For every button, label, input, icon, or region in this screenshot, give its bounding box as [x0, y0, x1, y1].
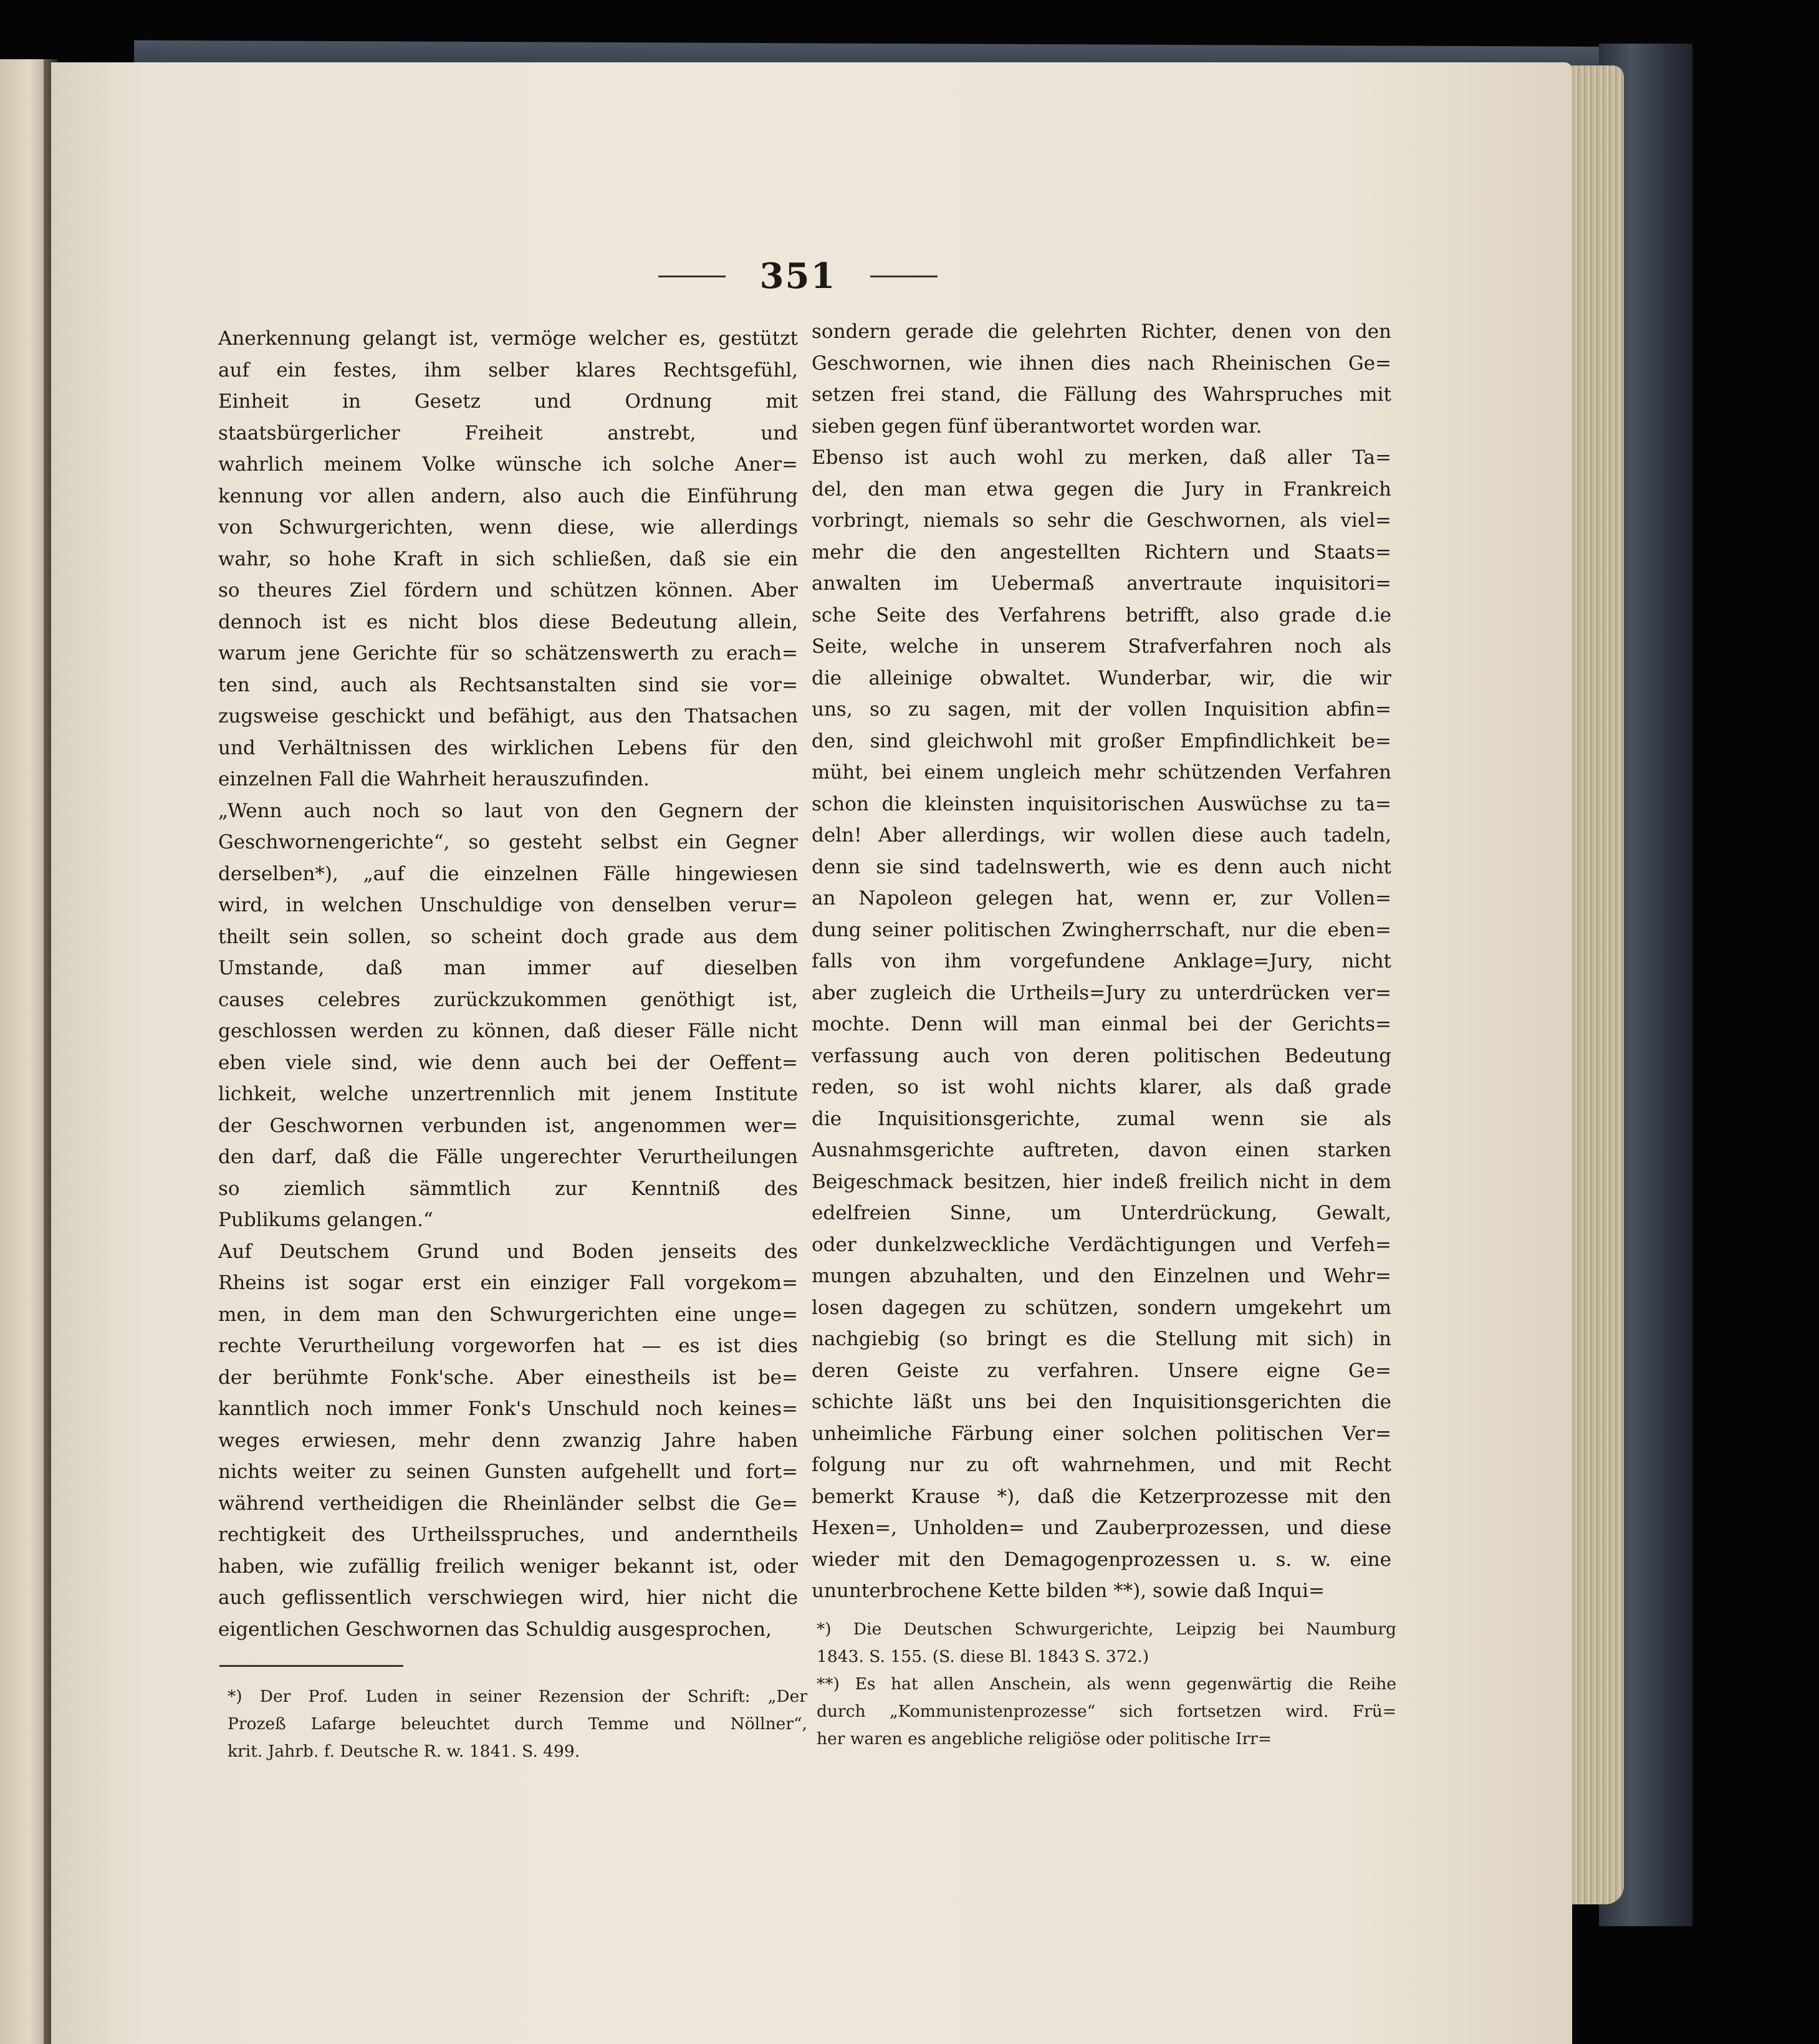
text-line: lichkeit, welche unzertrennlich mit jenem Institute	[218, 1083, 798, 1105]
text-line: unheimliche Färbung einer solchen politischen Ver=	[812, 1422, 1391, 1445]
text-line: müht, bei einem ungleich mehr schützenden Verfahren	[812, 761, 1391, 784]
text-line: nichts weiter zu seinen Gunsten aufgehellt und fort=	[218, 1461, 798, 1483]
text-line: auf ein festes, ihm selber klares Rechtsgefühl,	[218, 358, 798, 381]
text-line: Umstande, daß man immer auf dieselben	[218, 957, 798, 979]
text-line: anwalten im Uebermaß anvertraute inquisitori=	[812, 572, 1391, 595]
text-line: Ebenso ist auch wohl zu merken, daß aller Ta=	[812, 446, 1391, 469]
text-line: und Verhältnissen des wirklichen Lebens für den	[218, 736, 798, 759]
right-footnotes	[817, 1616, 1396, 1753]
text-line: die alleinige obwaltet. Wunderbar, wir, die wir	[812, 666, 1391, 689]
text-line: Beigeschmack besitzen, hier indeß freilich nicht in dem	[812, 1170, 1391, 1193]
text-line: einzelnen Fall die Wahrheit herauszufinden.	[218, 768, 650, 790]
text-line: „Wenn auch noch so laut von den Gegnern der	[218, 799, 798, 822]
text-line: reden, so ist wohl nichts klarer, als daß grade	[812, 1076, 1391, 1098]
text-line: men, in dem man den Schwurgerichten eine unge=	[218, 1303, 798, 1326]
text-line: wahrlich meinem Volke wünsche ich solche Aner=	[218, 453, 798, 476]
footnote-rule-left	[219, 1665, 403, 1667]
text-line: falls von ihm vorgefundene Anklage=Jury, nicht	[812, 950, 1391, 972]
text-line: wird, in welchen Unschuldige von denselben verur=	[218, 894, 798, 916]
text-line: Geschwornen, wie ihnen dies nach Rheinischen Ge=	[812, 352, 1391, 375]
text-line: an Napoleon gelegen hat, wenn er, zur Vollen=	[812, 887, 1391, 909]
left-text-column	[218, 323, 798, 1645]
text-line: wahr, so hohe Kraft in sich schließen, daß sie ein	[218, 547, 798, 570]
text-line: krit. Jahrb. f. Deutsche R. w. 1841. S. 499.	[228, 1742, 580, 1761]
text-line: Ausnahmsgerichte auftreten, davon einen starken	[812, 1139, 1391, 1161]
text-line: eben viele sind, wie denn auch bei der Oeffent=	[218, 1051, 798, 1074]
right-text-column	[812, 316, 1391, 1607]
text-line: *) Der Prof. Luden in seiner Rezension der Schrift: „Der	[228, 1687, 807, 1706]
text-line: Hexen=, Unholden= und Zauberprozessen, und diese	[812, 1517, 1391, 1539]
text-line: oder dunkelzweckliche Verdächtigungen und Verfeh=	[812, 1233, 1391, 1256]
text-line: losen dagegen zu schützen, sondern umgekehrt um	[812, 1296, 1391, 1319]
text-line: die Inquisitionsgerichte, zumal wenn sie als	[812, 1107, 1391, 1130]
header-rule-left	[658, 276, 726, 277]
text-line: den, sind gleichwohl mit großer Empfindlichkeit be=	[812, 729, 1391, 752]
text-line: Prozeß Lafarge beleuchtet durch Temme und Nöllner“,	[228, 1714, 807, 1734]
text-line: weges erwiesen, mehr denn zwanzig Jahre haben	[218, 1429, 798, 1452]
text-line: causes celebres zurückzukommen genöthigt ist,	[218, 988, 798, 1011]
text-line: deln! Aber allerdings, wir wollen diese auch tadeln,	[812, 824, 1391, 847]
text-line: setzen frei stand, die Fällung des Wahrspruches mit	[812, 383, 1391, 406]
text-line: der berühmte Fonk'sche. Aber einestheils ist be=	[218, 1366, 798, 1389]
text-line: dung seiner politischen Zwingherrschaft, nur die eben=	[812, 918, 1391, 941]
page-number: 351	[759, 256, 837, 297]
text-line: kanntlich noch immer Fonk's Unschuld noch keines=	[218, 1398, 798, 1420]
text-line: so ziemlich sämmtlich zur Kenntniß des	[218, 1177, 798, 1200]
text-line: so theures Ziel fördern und schützen können. Aber	[218, 579, 798, 602]
text-line: ununterbrochene Kette bilden **), sowie daß Inqui=	[812, 1580, 1325, 1602]
text-line: Publikums gelangen.“	[218, 1209, 433, 1231]
text-line: mungen abzuhalten, und den Einzelnen und Wehr=	[812, 1265, 1391, 1287]
text-line: den darf, daß die Fälle ungerechter Verurtheilungen	[218, 1146, 798, 1168]
text-line: mehr die den angestellten Richtern und Staats=	[812, 540, 1391, 564]
text-line: edelfreien Sinne, um Unterdrückung, Gewalt,	[812, 1202, 1391, 1224]
text-line: sieben gegen fünf überantwortet worden war.	[812, 415, 1262, 438]
text-line: dennoch ist es nicht blos diese Bedeutung allein,	[218, 610, 798, 633]
text-line: aber zugleich die Urtheils=Jury zu unterdrücken ver=	[812, 981, 1391, 1004]
text-line: deren Geiste zu verfahren. Unsere eigne Ge=	[812, 1359, 1391, 1382]
text-line: Geschwornengerichte“, so gesteht selbst ein Gegner	[218, 831, 798, 853]
text-line: ten sind, auch als Rechtsanstalten sind sie vor=	[218, 673, 798, 696]
text-line: Anerkennung gelangt ist, vermöge welcher es, gestützt	[218, 327, 798, 350]
text-line: Rheins ist sogar erst ein einziger Fall vorgekom=	[218, 1272, 798, 1294]
text-line: Seite, welche in unserem Strafverfahren noch als	[812, 635, 1391, 658]
text-line: her waren es angebliche religiöse oder politische Irr=	[817, 1729, 1272, 1749]
text-line: *) Die Deutschen Schwurgerichte, Leipzig bei Naumburg	[817, 1619, 1396, 1639]
text-line: uns, so zu sagen, mit der vollen Inquisition abfin=	[812, 698, 1391, 721]
text-line: kennung vor allen andern, also auch die Einführung	[218, 484, 798, 507]
text-line: von Schwurgerichten, wenn diese, wie allerdings	[218, 516, 798, 539]
text-line: eigentlichen Geschwornen das Schuldig ausgesprochen,	[218, 1618, 772, 1641]
text-line: folgung nur zu oft wahrnehmen, und mit Recht	[812, 1454, 1391, 1476]
text-line: sondern gerade die gelehrten Richter, denen von den	[812, 320, 1391, 343]
text-line: nachgiebig (so bringt es die Stellung mit sich) in	[812, 1328, 1391, 1350]
text-line: Einheit in Gesetz und Ordnung mit	[218, 390, 798, 413]
text-line: haben, wie zufällig freilich weniger bekannt ist, oder	[218, 1555, 798, 1578]
text-line: geschlossen werden zu können, daß dieser Fälle nicht	[218, 1020, 798, 1042]
text-line: verfassung auch von deren politischen Bedeutung	[812, 1044, 1391, 1067]
text-line: zugsweise geschickt und befähigt, aus den Thatsachen	[218, 705, 798, 727]
text-line: Auf Deutschem Grund und Boden jenseits des	[218, 1240, 798, 1263]
text-line: bemerkt Krause *), daß die Ketzerprozesse mit den	[812, 1485, 1391, 1508]
text-line: wieder mit den Demagogenprozessen u. s. w. eine	[812, 1548, 1391, 1571]
text-line: del, den man etwa gegen die Jury in Frankreich	[812, 477, 1391, 501]
text-line: schichte läßt uns bei den Inquisitionsgerichten die	[812, 1391, 1391, 1413]
text-line: der Geschwornen verbunden ist, angenommen wer=	[218, 1114, 798, 1137]
text-line: vorbringt, niemals so sehr die Geschwornen, als viel=	[812, 509, 1391, 532]
header-rule-right	[870, 276, 938, 277]
text-line: schon die kleinsten inquisitorischen Auswüchse zu ta=	[812, 792, 1391, 815]
text-line: denn sie sind tadelnswerth, wie es denn auch nicht	[812, 855, 1391, 878]
text-line: auch geflissentlich verschwiegen wird, hier nicht die	[218, 1586, 798, 1609]
text-line: 1843. S. 155. (S. diese Bl. 1843 S. 372.)	[817, 1647, 1149, 1666]
facing-page-sliver	[0, 59, 49, 2044]
text-line: durch „Kommunistenprozesse“ sich fortsetzen wird. Frü=	[817, 1702, 1396, 1721]
text-line: derselben*), „auf die einzelnen Fälle hingewiesen	[218, 862, 798, 885]
text-line: theilt sein sollen, so scheint doch grade aus dem	[218, 925, 798, 948]
text-line: staatsbürgerlicher Freiheit anstrebt, und	[218, 421, 798, 444]
text-line: sche Seite des Verfahrens betrifft, also grade d.ie	[812, 603, 1391, 626]
text-line: mochte. Denn will man einmal bei der Gerichts=	[812, 1013, 1391, 1035]
text-line: rechtigkeit des Urtheilsspruches, und anderntheils	[218, 1523, 798, 1546]
text-line: rechte Verurtheilung vorgeworfen hat — es ist dies	[218, 1335, 798, 1357]
text-line: warum jene Gerichte für so schätzenswerth zu erach=	[218, 642, 798, 665]
left-footnotes	[228, 1683, 807, 1765]
page-header	[642, 254, 954, 298]
text-line: während vertheidigen die Rheinländer selbst die Ge=	[218, 1492, 798, 1515]
text-line: **) Es hat allen Anschein, als wenn gegenwärtig die Reihe	[817, 1674, 1396, 1694]
